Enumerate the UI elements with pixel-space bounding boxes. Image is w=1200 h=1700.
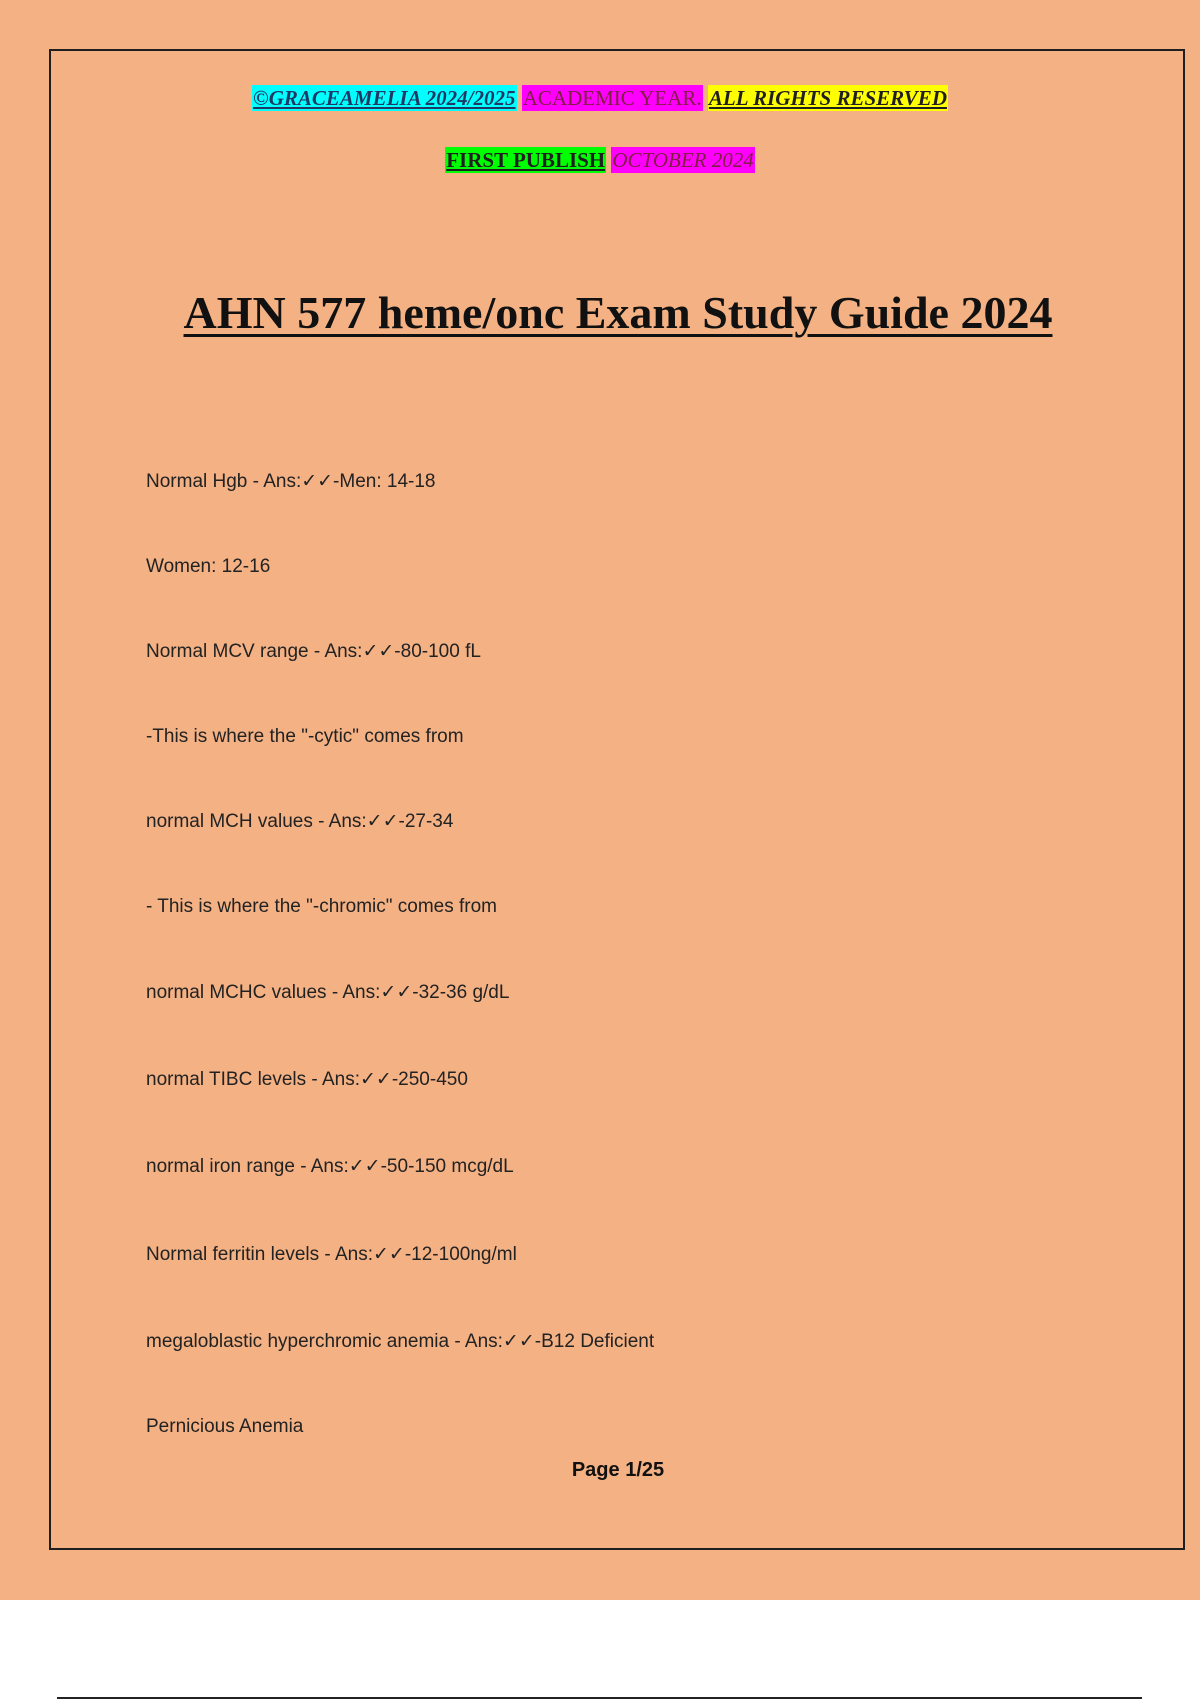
- study-line: normal iron range - Ans:✓✓-50-150 mcg/dL: [146, 1156, 514, 1177]
- study-line: - This is where the "-chromic" comes from: [146, 896, 497, 917]
- copyright-header: [0, 85, 1200, 111]
- publish-header: [0, 147, 1200, 173]
- first-publish-label: FIRST PUBLISH: [446, 148, 606, 172]
- publish-date: OCTOBER 2024: [612, 148, 754, 172]
- rights-label: ALL RIGHTS RESERVED: [708, 86, 947, 110]
- document-title: AHN 577 heme/onc Exam Study Guide 2024: [183, 287, 1053, 338]
- study-line: normal TIBC levels - Ans:✓✓-250-450: [146, 1069, 468, 1090]
- page-border: [49, 49, 1185, 1550]
- study-line: Normal Hgb - Ans:✓✓-Men: 14-18: [146, 471, 436, 492]
- study-line: Normal ferritin levels - Ans:✓✓-12-100ng/ml: [146, 1244, 517, 1265]
- next-page-rule: [57, 1697, 1142, 1699]
- study-line: Pernicious Anemia: [146, 1416, 304, 1437]
- copyright-label: ©GRACEAMELIA 2024/2025: [253, 86, 516, 110]
- study-line: megaloblastic hyperchromic anemia - Ans:✓✓-B12 Deficient: [146, 1331, 655, 1352]
- study-line: normal MCHC values - Ans:✓✓-32-36 g/dL: [146, 982, 510, 1003]
- page-number: Page 1/25: [571, 1459, 665, 1481]
- academic-year-label: ACADEMIC YEAR.: [522, 86, 702, 110]
- study-line: Normal MCV range - Ans:✓✓-80-100 fL: [146, 641, 481, 662]
- study-line: Women: 12-16: [146, 556, 271, 577]
- study-line: normal MCH values - Ans:✓✓-27-34: [146, 811, 454, 832]
- study-line: -This is where the "-cytic" comes from: [146, 726, 464, 747]
